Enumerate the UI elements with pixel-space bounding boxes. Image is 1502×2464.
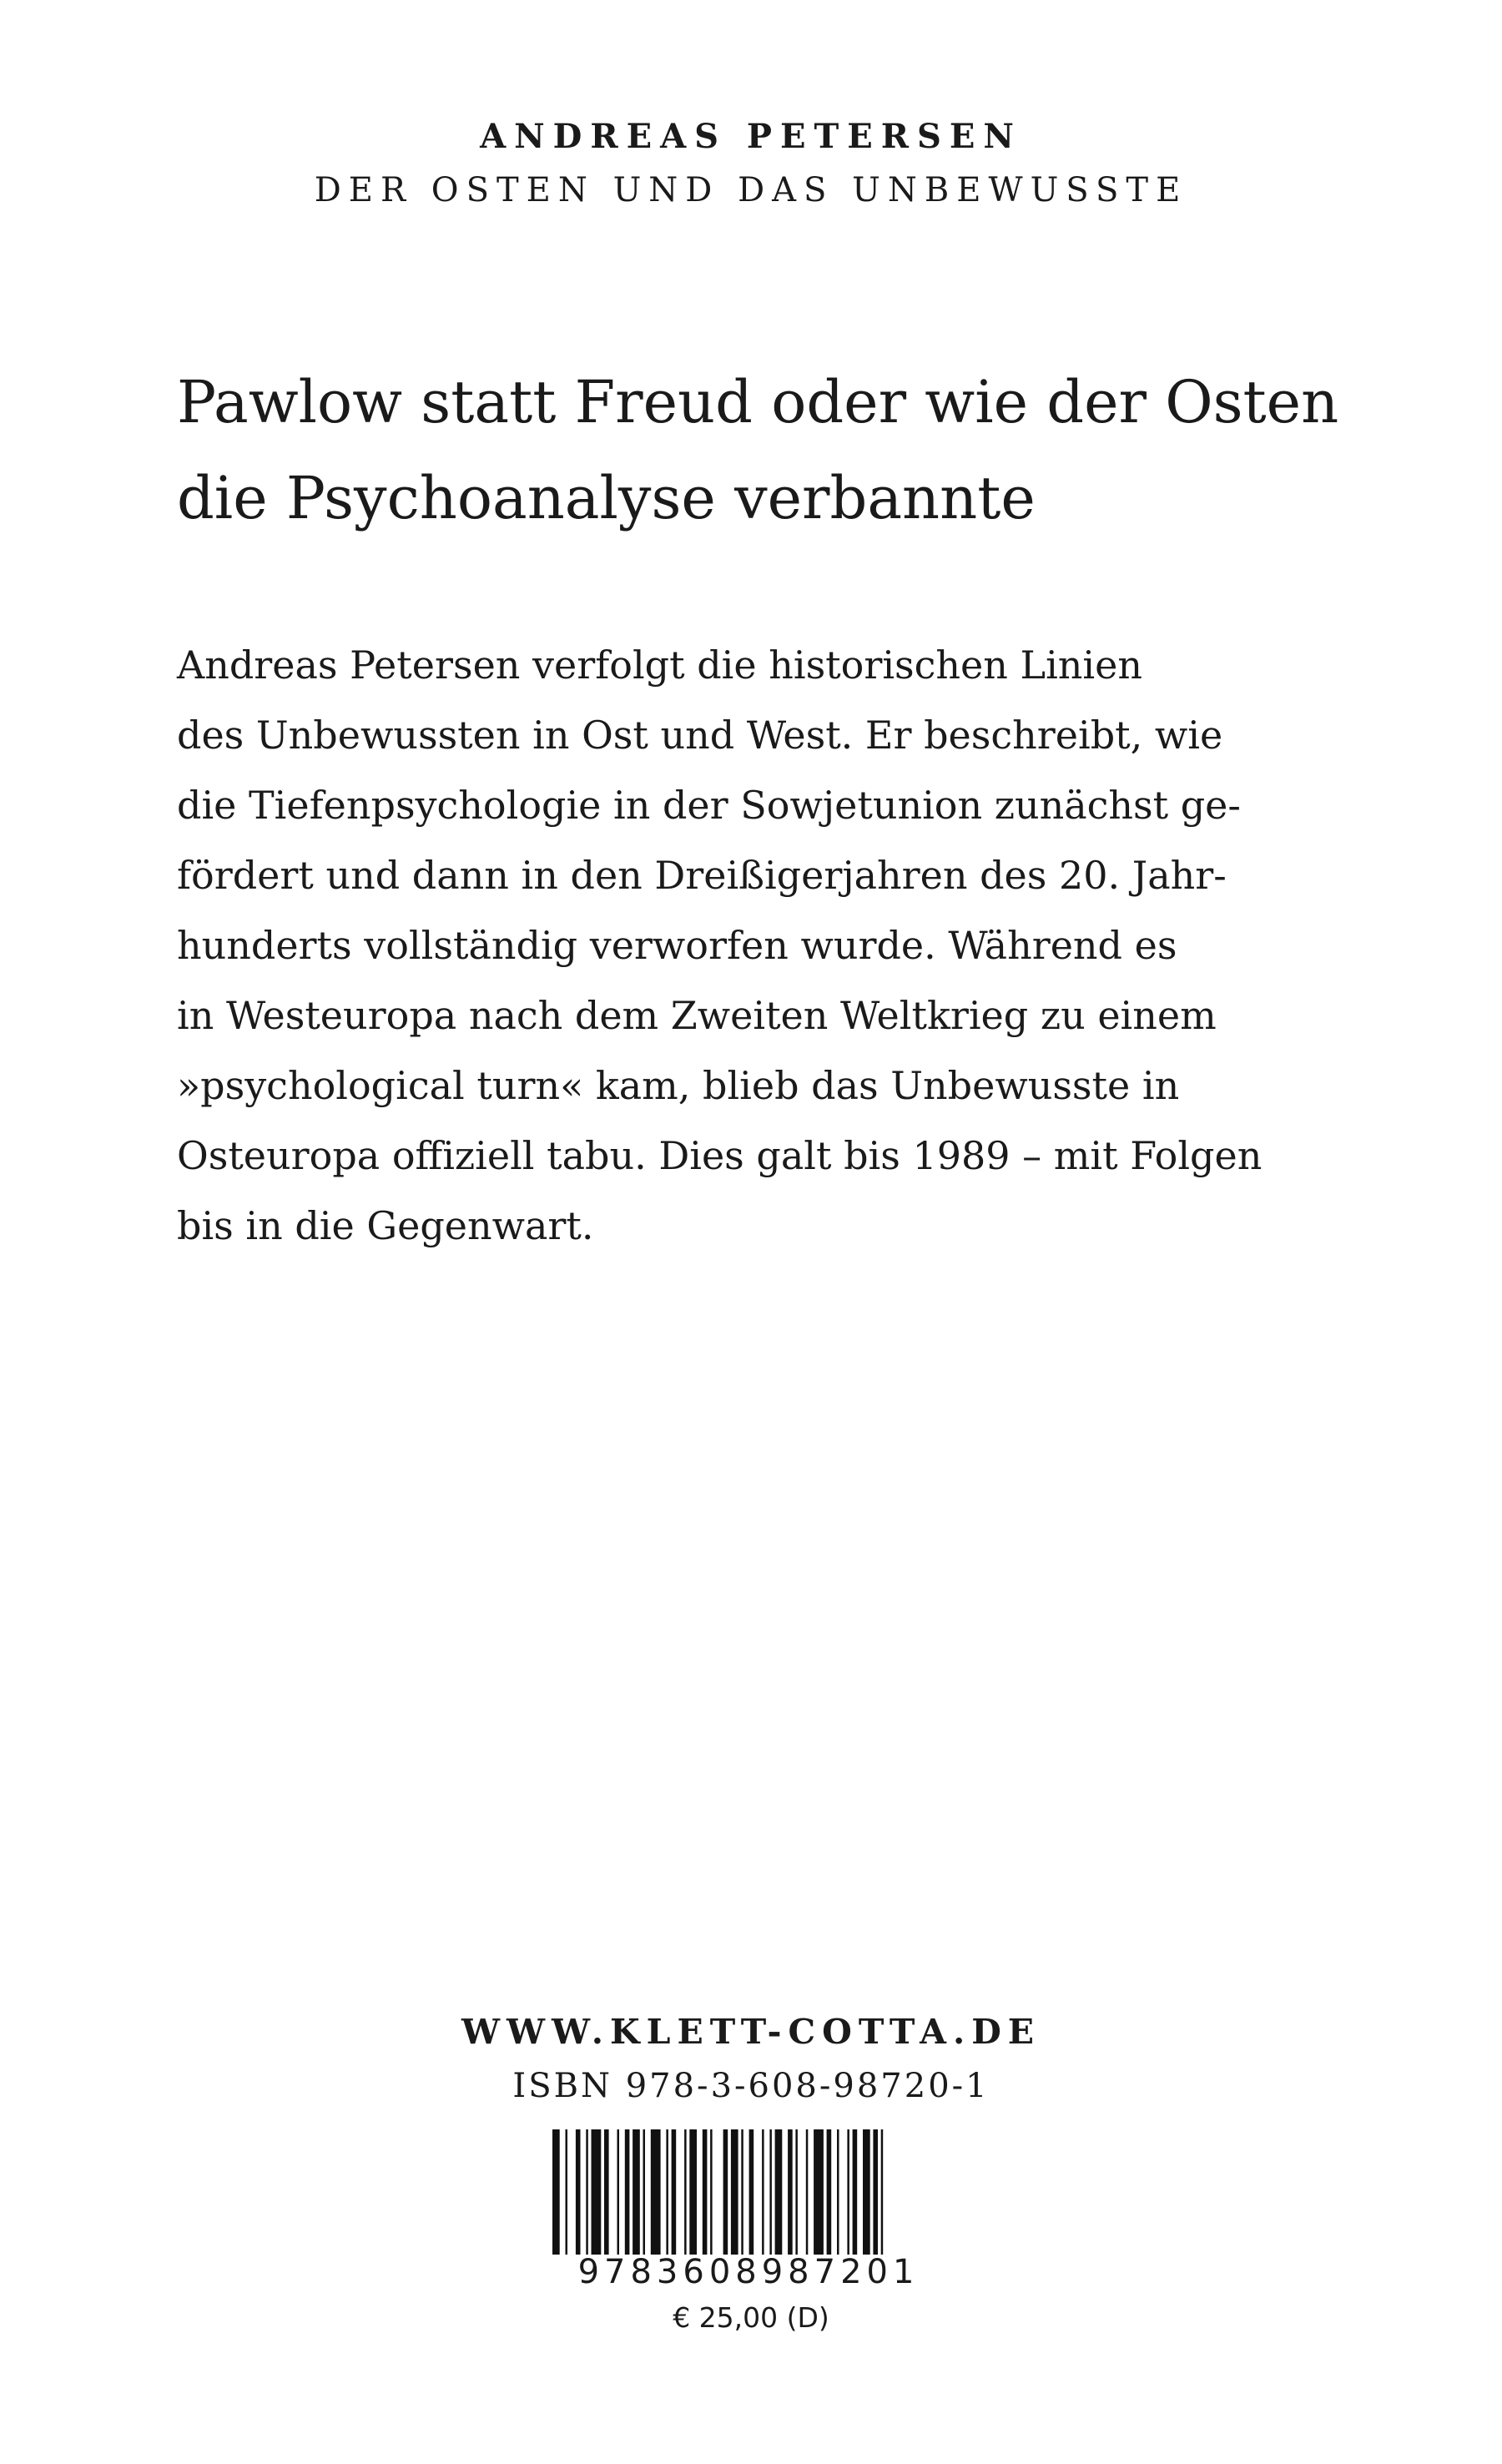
blurb-line: des Unbewussten in Ost und West. Er beschreibt, wie [177, 713, 1223, 758]
blurb-line: Andreas Petersen verfolgt die historischen Linien [177, 642, 1142, 688]
isbn-number: ISBN 978-3-608-98720-1 [512, 2067, 990, 2105]
blurb-line: »psychological turn« kam, blieb das Unbewusste in [177, 1063, 1180, 1108]
blurb-line: bis in die Gegenwart. [177, 1203, 594, 1248]
price-label: € 25,00 (D) [673, 2301, 829, 2334]
headline-line: Pawlow statt Freud oder wie der Osten [177, 368, 1339, 436]
publisher-website: WWW.KLETT-COTTA.DE [461, 2012, 1041, 2052]
blurb-line: fördert und dann in den Dreißigerjahren des 20. Jahr- [177, 853, 1227, 898]
blurb-line: in Westeuropa nach dem Zweiten Weltkrieg zu einem [177, 993, 1217, 1038]
barcode-digits: 9783608987201 [577, 2253, 920, 2291]
cover-header [0, 110, 1502, 217]
blurb-line: Osteuropa offiziell tabu. Dies galt bis 1989 – mit Folgen [177, 1133, 1263, 1178]
blurb-text [177, 630, 1362, 1261]
headline-line: die Psychoanalyse verbannte [177, 464, 1036, 532]
author-name: ANDREAS PETERSEN [480, 117, 1022, 156]
blurb-line: hunderts vollständig verworfen wurde. Während es [177, 923, 1177, 968]
book-title: DER OSTEN UND DAS UNBEWUSSTE [314, 171, 1188, 209]
blurb-line: die Tiefenpsychologie in der Sowjetunion zunächst ge- [177, 783, 1241, 828]
headline [177, 355, 1362, 547]
publisher-footer [0, 2003, 1502, 2111]
